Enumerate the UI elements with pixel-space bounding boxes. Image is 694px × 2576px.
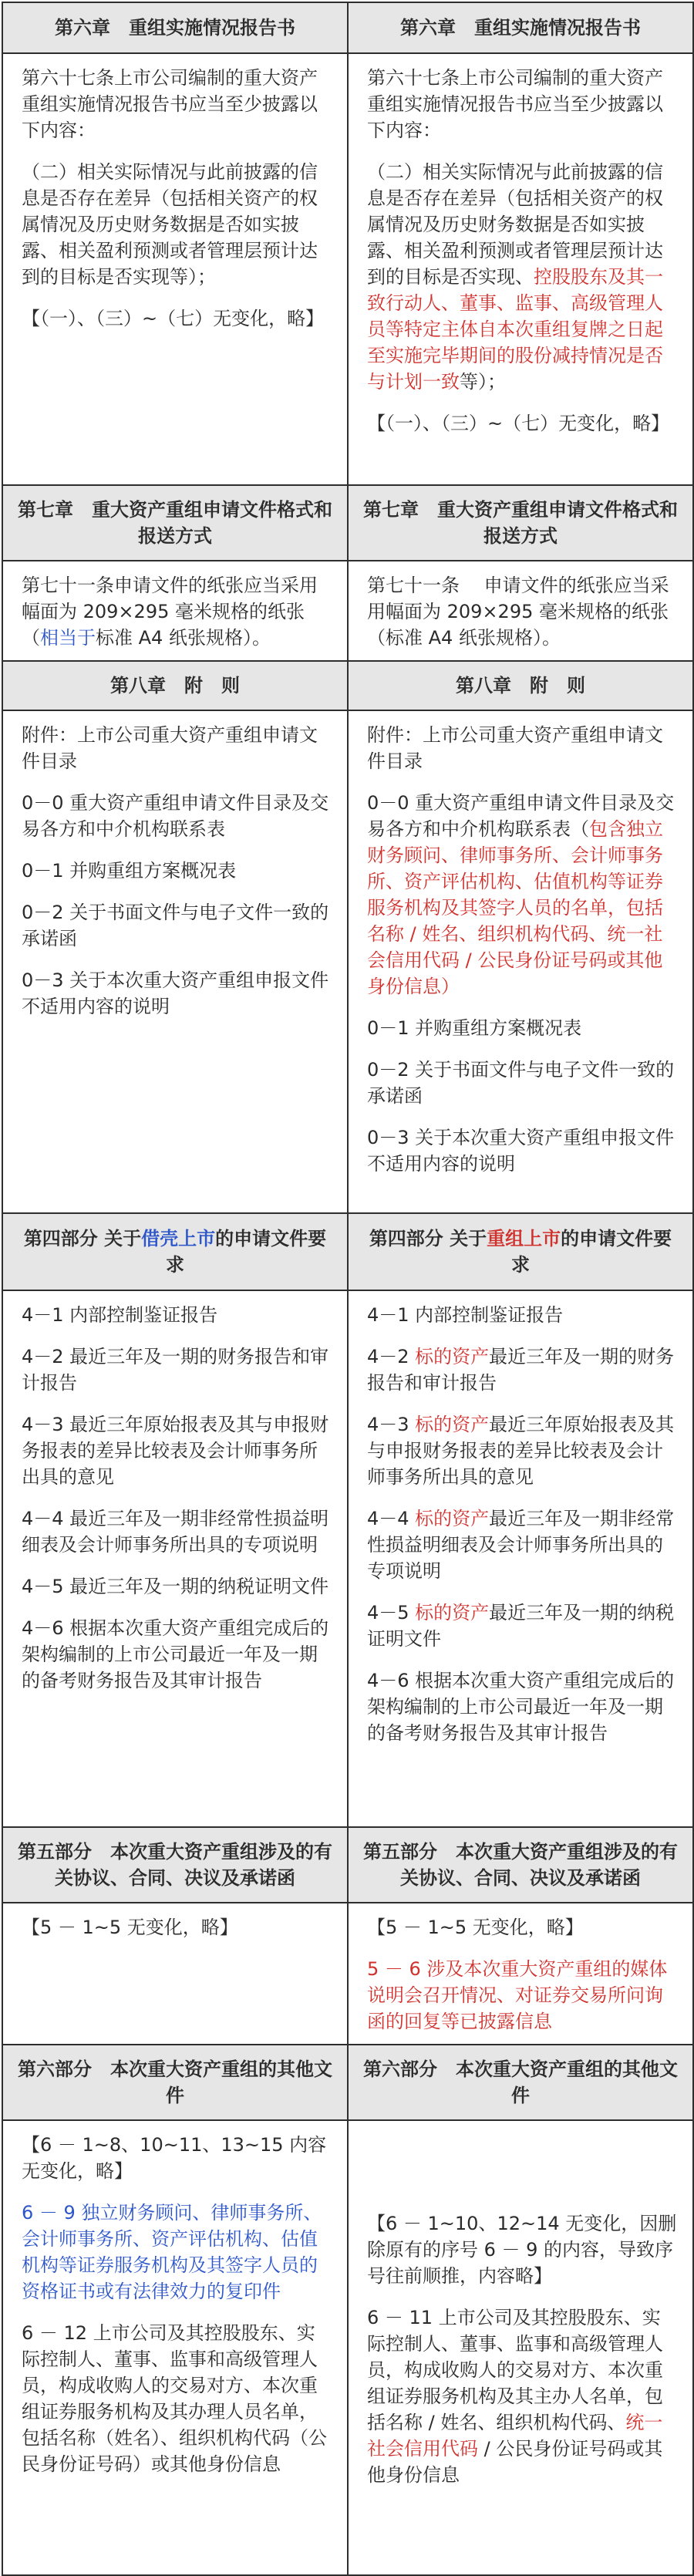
list-item: 0－3 关于本次重大资产重组申报文件不适用内容的说明 bbox=[22, 969, 329, 1017]
list-item: 4－3 最近三年原始报表及其与申报财务报表的差异比较表及会计师事务所出具的意见 bbox=[22, 1414, 329, 1488]
added-text: 统一社会信用代码 bbox=[367, 2412, 663, 2460]
chapter-6-heading-right: 第六章 重组实施情况报告书 bbox=[348, 2, 693, 53]
added-text: 标的资产 bbox=[415, 1414, 490, 1435]
list-item-part: 4－5 bbox=[367, 1602, 416, 1623]
chapter-6-new-text bbox=[348, 53, 693, 485]
attachment-title: 附件：上市公司重大资产重组申请文件目录 bbox=[22, 724, 318, 772]
table-row bbox=[2, 2120, 693, 2575]
attachment-title: 附件：上市公司重大资产重组申请文件目录 bbox=[367, 724, 663, 772]
list-item: 4－1 内部控制鉴证报告 bbox=[367, 1304, 564, 1326]
unchanged-note: 【（一）、（三）~（七）无变化，略】 bbox=[22, 308, 325, 329]
heading-part: 的申请文件要求 bbox=[511, 1228, 672, 1276]
added-text: 5 － 6 涉及本次重大资产重组的媒体说明会召开情况、对证券交易所问询函的回复等已披露信息 bbox=[367, 1958, 668, 2032]
list-item: 0－1 并购重组方案概况表 bbox=[367, 1017, 582, 1039]
table-row bbox=[2, 485, 693, 561]
list-item: 4－1 内部控制鉴证报告 bbox=[22, 1304, 218, 1326]
item-2-text-part: （二）相关实际情况与此前披露的信息是否存在差异（包括相关资产的权属情况及历史财务数据是否如实披露、相关盈利预测或者管理层预计达到的目标是否实现、 bbox=[367, 161, 663, 288]
list-item-part: 4－2 bbox=[367, 1346, 416, 1367]
spacer bbox=[367, 2158, 677, 2184]
article-67-intro: 第六十七条上市公司编制的重大资产重组实施情况报告书应当至少披露以下内容： bbox=[367, 67, 663, 141]
heading-part: 第四部分 关于 bbox=[369, 1228, 487, 1249]
article-67-intro: 第六十七条上市公司编制的重大资产重组实施情况报告书应当至少披露以下内容： bbox=[22, 67, 318, 141]
list-item: 4－6 根据本次重大资产重组完成后的架构编制的上市公司最近一年及一期的备考财务报告及其审计报告 bbox=[367, 1670, 675, 1744]
list-item-part: 最近三年及一期的纳税证明文件 bbox=[367, 1602, 675, 1650]
item-2-text bbox=[367, 159, 677, 395]
table-row bbox=[2, 561, 693, 661]
list-item-part: 最近三年原始报表及其与申报财务报表的差异比较表及会计师事务所出具的意见 bbox=[367, 1414, 675, 1488]
unchanged-note: 【6 － 1~10、12~14 无变化，因删除原有的序号 6 － 9 的内容，导致序号往前顺推，内容略】 bbox=[367, 2213, 677, 2287]
list-item bbox=[367, 1344, 677, 1396]
part-5-heading-right: 第五部分 本次重大资产重组涉及的有关协议、合同、决议及承诺函 bbox=[348, 1827, 693, 1903]
part-4-old-text bbox=[2, 1290, 348, 1827]
table-row bbox=[2, 2, 693, 53]
list-item-part: 最近三年及一期的财务报告和审计报告 bbox=[367, 1346, 675, 1394]
chapter-6-heading-left: 第六章 重组实施情况报告书 bbox=[2, 2, 348, 53]
chapter-7-old-text bbox=[2, 561, 348, 661]
unchanged-note: 【5 － 1~5 无变化，略】 bbox=[22, 1917, 238, 1938]
chapter-6-old-text bbox=[2, 53, 348, 485]
list-item bbox=[367, 1600, 677, 1652]
part-6-old-text bbox=[2, 2120, 348, 2575]
table-row bbox=[2, 1290, 693, 1827]
item-2-text-part: 等）； bbox=[460, 371, 506, 393]
heading-part: 的申请文件要求 bbox=[166, 1228, 327, 1276]
list-item-part: 4－3 bbox=[367, 1414, 416, 1435]
table-row bbox=[2, 2045, 693, 2120]
part-5-new-text bbox=[348, 1903, 693, 2045]
part-4-heading-right bbox=[348, 1213, 693, 1290]
added-text: 控股股东及其一致行动人、董事、监事、高级管理人员等特定主体自本次重组复牌之日起至实施完毕期间的股份减持情况是否与计划一致 bbox=[367, 266, 663, 393]
table-row bbox=[2, 1903, 693, 2045]
added-text: 包含独立财务顾问、律师事务所、会计师事务所、资产评估机构、估值机构等证券服务机构及其签字人员的名单，包括名称 / 姓名、组织机构代码、统一社会信用代码 / 公民身份证号码或其他身份信息） bbox=[367, 818, 663, 997]
deleted-text: 6 － 9 独立财务顾问、律师事务所、会计师事务所、资产评估机构、估值机构等证券服务机构及其签字人员的资格证书或有法律效力的复印件 bbox=[22, 2202, 322, 2302]
chapter-8-heading-right: 第八章 附 则 bbox=[348, 661, 693, 710]
chapter-8-heading-left: 第八章 附 则 bbox=[2, 661, 348, 710]
chapter-8-old-text bbox=[2, 710, 348, 1213]
list-item-part: 最近三年及一期非经常性损益明细表及会计师事务所出具的专项说明 bbox=[367, 1508, 675, 1582]
chapter-7-heading-right: 第七章 重大资产重组申请文件格式和报送方式 bbox=[348, 485, 693, 561]
part-4-heading-left bbox=[2, 1213, 348, 1290]
article-71-text bbox=[22, 572, 332, 651]
list-item-part: 6 － 11 上市公司及其控股股东、实际控制人、董事、监事和高级管理人员，构成收购人的交易对方、本次重组证券服务机构及其主办人名单，包括名称 / 姓名、组织机构代码、 bbox=[367, 2307, 663, 2433]
part-5-heading-left: 第五部分 本次重大资产重组涉及的有关协议、合同、决议及承诺函 bbox=[2, 1827, 348, 1903]
added-text: 标的资产 bbox=[415, 1508, 490, 1529]
part-6-new-text bbox=[348, 2120, 693, 2575]
comparison-table bbox=[2, 2, 694, 2576]
chapter-7-heading-left: 第七章 重大资产重组申请文件格式和报送方式 bbox=[2, 485, 348, 561]
article-71-text: 第七十一条 申请文件的纸张应当采用幅面为 209×295 毫米规格的纸张（标准 A4 纸张规格）。 bbox=[367, 575, 669, 649]
unchanged-note: 【（一）、（三）~（七）无变化，略】 bbox=[367, 413, 670, 434]
list-item: 4－2 最近三年及一期的财务报告和审计报告 bbox=[22, 1346, 329, 1394]
part-4-new-text bbox=[348, 1290, 693, 1827]
list-item-part: 0－0 重大资产重组申请文件目录及交易各方和中介机构联系表（ bbox=[367, 792, 675, 840]
list-item: 4－4 最近三年及一期非经常性损益明细表及会计师事务所出具的专项说明 bbox=[22, 1508, 329, 1556]
part-5-old-text bbox=[2, 1903, 348, 2045]
part-6-heading-left: 第六部分 本次重大资产重组的其他文件 bbox=[2, 2045, 348, 2120]
part-6-heading-right: 第六部分 本次重大资产重组的其他文件 bbox=[348, 2045, 693, 2120]
added-text: 重组上市 bbox=[487, 1228, 561, 1249]
table-row bbox=[2, 1213, 693, 1290]
spacer bbox=[367, 2132, 677, 2158]
list-item: 0－0 重大资产重组申请文件目录及交易各方和中介机构联系表 bbox=[22, 792, 329, 840]
list-item: 0－1 并购重组方案概况表 bbox=[22, 860, 237, 882]
heading-part: 第四部分 关于 bbox=[23, 1228, 142, 1249]
added-text: 标的资产 bbox=[415, 1346, 490, 1367]
list-item bbox=[367, 2305, 677, 2488]
list-item: 0－3 关于本次重大资产重组申报文件不适用内容的说明 bbox=[367, 1127, 675, 1175]
item-2-text: （二）相关实际情况与此前披露的信息是否存在差异（包括相关资产的权属情况及历史财务数据是否如实披露、相关盈利预测或者管理层预计达到的目标是否实现等）； bbox=[22, 161, 318, 288]
table-row bbox=[2, 710, 693, 1213]
table-row bbox=[2, 1827, 693, 1903]
list-item bbox=[367, 1505, 677, 1584]
chapter-7-new-text bbox=[348, 561, 693, 661]
list-item-part: / 公民身份证号码或其他身份信息 bbox=[367, 2438, 663, 2486]
article-71-part: 标准 A4 纸张规格）。 bbox=[96, 627, 271, 649]
list-item bbox=[367, 790, 677, 1000]
unchanged-note: 【6 － 1~8、10~11、13~15 内容无变化，略】 bbox=[22, 2134, 327, 2182]
spacer bbox=[367, 2184, 677, 2210]
article-71-part: 第七十一条申请文件的纸张应当采用幅面为 209×295 毫米规格的纸张（ bbox=[22, 575, 318, 649]
added-text: 标的资产 bbox=[415, 1602, 490, 1623]
table-row bbox=[2, 53, 693, 485]
list-item: 0－2 关于书面文件与电子文件一致的承诺函 bbox=[22, 902, 329, 949]
list-item: 4－5 最近三年及一期的纳税证明文件 bbox=[22, 1576, 329, 1597]
deleted-text: 相当于 bbox=[40, 627, 96, 649]
list-item bbox=[367, 1411, 677, 1490]
table-row bbox=[2, 661, 693, 710]
list-item: 4－6 根据本次重大资产重组完成后的架构编制的上市公司最近一年及一期的备考财务报告及其审计报告 bbox=[22, 1617, 329, 1691]
list-item: 6 － 12 上市公司及其控股股东、实际控制人、董事、监事和高级管理人员，构成收购人的交易对方、本次重组证券服务机构及其办理人员名单，包括名称（姓名）、组织机构代码（公民身份证号码）或其他身份信息 bbox=[22, 2322, 327, 2475]
unchanged-note: 【5 － 1~5 无变化，略】 bbox=[367, 1917, 584, 1938]
list-item-part: 4－4 bbox=[367, 1508, 416, 1529]
list-item: 0－2 关于书面文件与电子文件一致的承诺函 bbox=[367, 1059, 675, 1107]
chapter-8-new-text bbox=[348, 710, 693, 1213]
deleted-text: 借壳上市 bbox=[141, 1228, 216, 1249]
